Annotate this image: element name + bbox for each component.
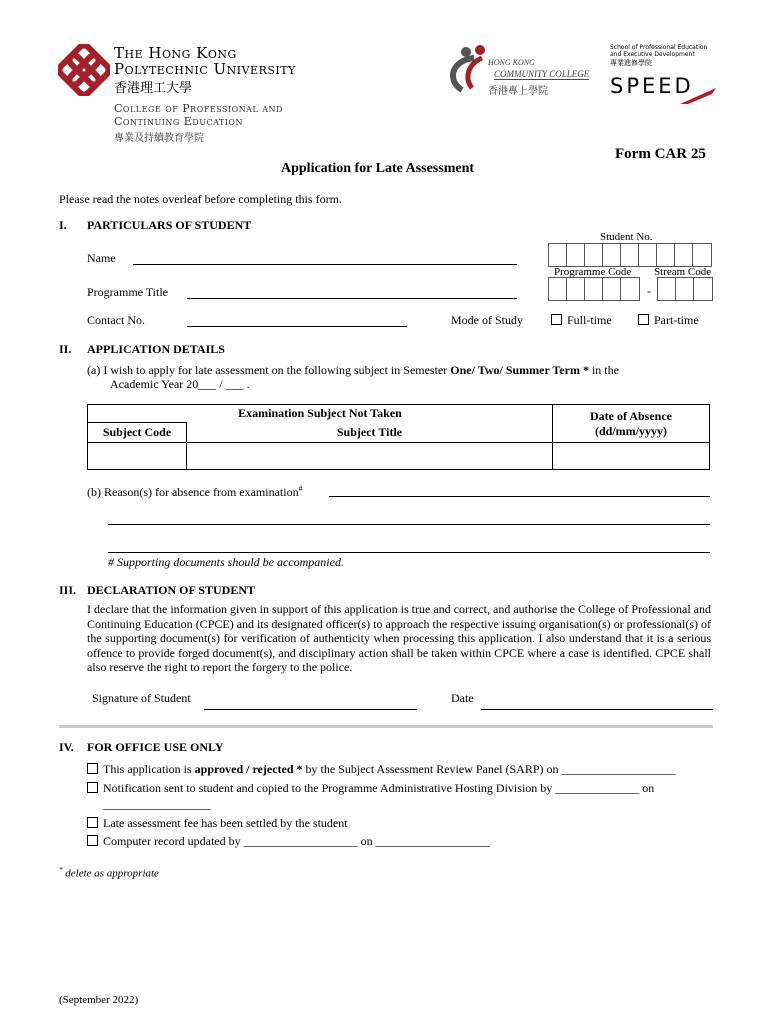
name-label: Name xyxy=(87,251,116,265)
item-b-label xyxy=(87,484,303,500)
date-header-line1: Date of Absence xyxy=(590,408,672,423)
polyu-chinese-name: 香港理工大學 xyxy=(114,81,193,96)
speed-name-line2: and Executive Development xyxy=(610,51,695,58)
polyu-logo xyxy=(58,42,328,142)
hkcc-chinese-name: 香港專上學院 xyxy=(488,86,548,97)
polyu-name-line1: The Hong Kong xyxy=(114,44,237,62)
date-of-absence-header xyxy=(553,405,710,443)
reason-field-2[interactable] xyxy=(108,524,710,525)
stream-code-boxes[interactable] xyxy=(657,277,713,301)
item-a-semester-options: One/ Two/ Summer Term * xyxy=(450,363,589,377)
speed-swoosh-icon xyxy=(678,86,718,106)
programme-code-label: Programme Code xyxy=(554,266,632,278)
hkcc-name-line2: COMMUNITY COLLEGE xyxy=(494,69,590,79)
mode-of-study-label: Mode of Study xyxy=(451,313,523,327)
parttime-checkbox[interactable] xyxy=(638,314,649,325)
form-code: Form CAR 25 xyxy=(615,146,706,162)
speed-chinese-name: 專業進修學院 xyxy=(610,59,652,67)
approval-pre: This application is xyxy=(103,762,195,776)
approval-post: by the Subject Assessment Review Panel (SARP) on ___________________ xyxy=(302,762,676,776)
intro-text: Please read the notes overleaf before completing this form. xyxy=(59,192,342,206)
approved-checkbox[interactable] xyxy=(87,763,98,774)
reason-field-1[interactable] xyxy=(329,496,710,497)
fee-settled-checkbox[interactable] xyxy=(87,817,98,828)
item-a-prefix: (a) I wish to apply for late assessment on the following subject in Semester xyxy=(87,363,451,377)
exam-subject-table xyxy=(87,404,710,470)
parttime-label: Part-time xyxy=(654,313,699,327)
date-of-absence-cell[interactable] xyxy=(553,443,710,470)
item-b-sup: # xyxy=(298,484,303,493)
approval-options: approved / rejected * xyxy=(194,762,303,776)
notification-checkbox[interactable] xyxy=(87,782,98,793)
notification-text-cont: __________________ xyxy=(103,797,211,811)
signature-field[interactable] xyxy=(204,709,417,710)
fulltime-label: Full-time xyxy=(567,313,612,327)
section2-number: II. xyxy=(59,342,72,356)
polyu-name-line2: Polytechnic University xyxy=(114,60,296,78)
footnote-sup: * xyxy=(59,866,63,874)
declaration-text: I declare that the information given in support of this application is true and correct, and authorise the College of Professional and Continuing Education (CPCE) and its designated officer(s) to approach the respective issuing organisation(s) or professional(s) of the supporting document(s) for verification of authenticity when processing this application. I also understand that it is a serious offence to provide forged document(s), and disciplinary action shall be taken within CPCE where a case is identified. CPCE shall also reserve the right to report the forgery to the police. xyxy=(87,602,711,674)
record-updated-checkbox[interactable] xyxy=(87,835,98,846)
section-divider xyxy=(59,725,713,728)
contact-field[interactable] xyxy=(187,326,407,327)
item-b-text: (b) Reason(s) for absence from examination xyxy=(87,485,299,499)
programme-title-field[interactable] xyxy=(187,298,517,299)
item-a-suffix: in the xyxy=(588,363,619,377)
stream-code-label: Stream Code xyxy=(654,266,712,278)
date-label: Date xyxy=(451,691,474,705)
subject-code-cell[interactable] xyxy=(88,443,187,470)
date-header-line2: (dd/mm/yyyy) xyxy=(595,423,667,438)
hkcc-name-line1: HONG KONG xyxy=(488,58,535,67)
subject-code-header: Subject Code xyxy=(88,423,187,443)
name-field[interactable] xyxy=(133,264,517,265)
section1-number: I. xyxy=(59,218,67,232)
footnote xyxy=(59,866,159,880)
section4-number: IV. xyxy=(59,740,74,754)
exam-subject-header: Examination Subject Not Taken xyxy=(88,405,553,423)
contact-label: Contact No. xyxy=(87,313,145,327)
college-name-line2: Continuing Education xyxy=(114,115,243,128)
section3-heading: DECLARATION OF STUDENT xyxy=(87,583,256,597)
speed-logo xyxy=(610,44,720,108)
fee-settled-text: Late assessment fee has been settled by the student xyxy=(103,816,348,830)
college-name-line1: College of Professional and xyxy=(114,102,283,115)
programme-code-boxes[interactable] xyxy=(548,277,640,301)
form-title: Application for Late Assessment xyxy=(281,161,475,176)
speed-wordmark: SPEED xyxy=(610,74,694,98)
section2-heading: APPLICATION DETAILS xyxy=(87,342,225,356)
notification-text: Notification sent to student and copied to the Programme Administrative Hosting Division by ______________ on xyxy=(103,781,655,795)
approval-text xyxy=(103,762,676,777)
speed-name-line1: School of Professional Education xyxy=(610,44,708,51)
programme-title-label: Programme Title xyxy=(87,285,169,299)
item-a-text xyxy=(87,363,619,378)
polyu-emblem-icon xyxy=(58,44,110,96)
fulltime-checkbox[interactable] xyxy=(551,314,562,325)
supporting-docs-note: # Supporting documents should be accompanied. xyxy=(108,555,344,569)
hkcc-emblem-icon xyxy=(444,44,494,96)
section1-heading: PARTICULARS OF STUDENT xyxy=(87,218,252,232)
item-a-academic-year[interactable]: Academic Year 20___ / ___ . xyxy=(110,377,250,391)
student-no-label: Student No. xyxy=(600,231,653,243)
date-field[interactable] xyxy=(481,709,713,710)
subject-title-cell[interactable] xyxy=(187,443,553,470)
college-chinese-name: 專業及持續教育學院 xyxy=(114,133,204,144)
footer-date: (September 2022) xyxy=(59,994,139,1006)
section4-heading: FOR OFFICE USE ONLY xyxy=(87,740,224,754)
reason-field-3[interactable] xyxy=(108,552,710,553)
record-updated-text: Computer record updated by ___________________ on ___________________ xyxy=(103,834,490,848)
subject-title-header: Subject Title xyxy=(187,423,553,443)
footnote-text: delete as appropriate xyxy=(65,867,159,880)
student-no-boxes[interactable] xyxy=(548,243,712,267)
signature-label: Signature of Student xyxy=(92,691,191,705)
table-row xyxy=(88,443,710,470)
code-dash: - xyxy=(647,284,651,298)
hkcc-logo xyxy=(444,44,599,100)
section3-number: III. xyxy=(59,583,77,597)
